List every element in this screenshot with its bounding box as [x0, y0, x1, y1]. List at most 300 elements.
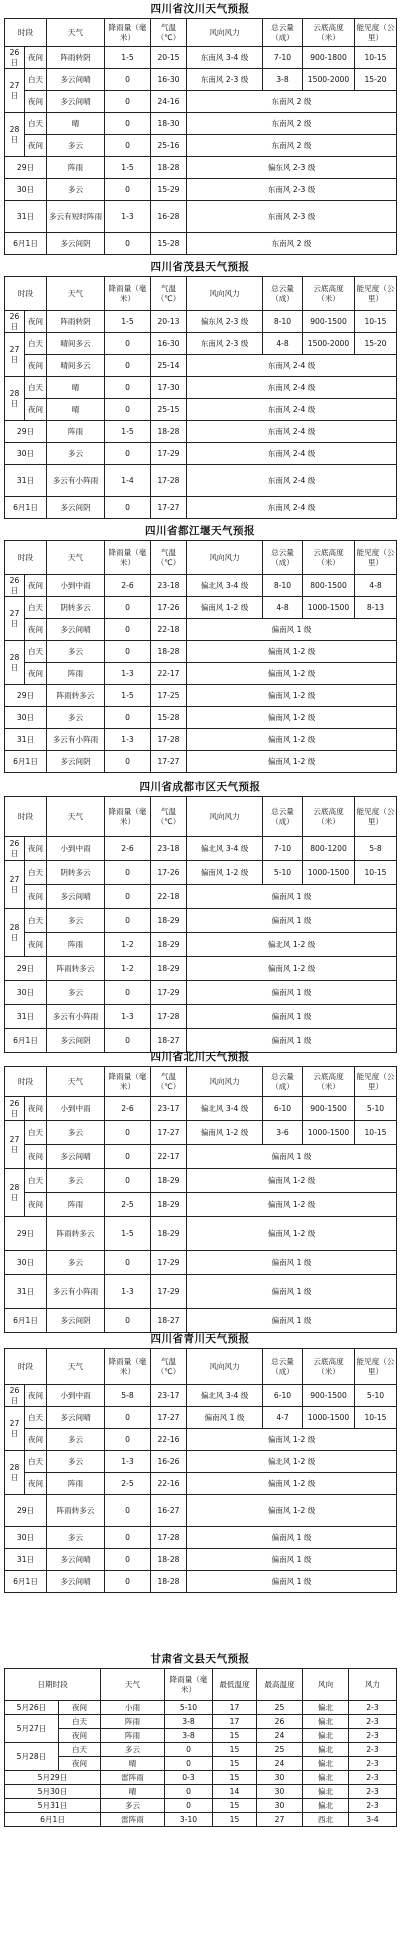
- temp-cell: 17-29: [151, 443, 187, 465]
- rain-cell: 2-6: [105, 837, 151, 861]
- wind-cell: 偏南风 1-2 级: [187, 663, 397, 685]
- header-cell: 云底高度（米）: [303, 1067, 355, 1097]
- weather-cell: 阴转多云: [47, 861, 105, 885]
- wind-cell: 偏南风 1-2 级: [187, 1193, 397, 1217]
- period-cell: 夜间: [25, 1429, 47, 1451]
- header-cell: 最低温度: [213, 1669, 257, 1701]
- weather-cell: 多云: [47, 1429, 105, 1451]
- wind-cell: 东南风 2-3 级: [187, 179, 397, 201]
- period-cell: 白天: [25, 69, 47, 91]
- rain-cell: 0: [105, 377, 151, 399]
- weather-cell: 多云: [47, 641, 105, 663]
- rain-cell: 0: [105, 641, 151, 663]
- temp-cell: 17-28: [151, 1005, 187, 1029]
- weather-cell: 多云: [47, 1121, 105, 1145]
- table-row: [5, 1145, 397, 1169]
- cloud-cell: 3-8: [263, 69, 303, 91]
- table-row: [5, 179, 397, 201]
- weather-cell: 多云有短时阵雨: [47, 201, 105, 233]
- period-cell: 夜间: [25, 135, 47, 157]
- rain-cell: 0: [105, 707, 151, 729]
- header-cell: 风向风力: [187, 277, 263, 311]
- period-cell: 白天: [25, 909, 47, 933]
- wind-cell: 偏南风 1 级: [187, 1275, 397, 1309]
- header-row: [5, 1067, 397, 1097]
- temp-cell: 16-30: [151, 69, 187, 91]
- header-row: [5, 19, 397, 47]
- weather-cell: 晴间多云: [47, 355, 105, 377]
- temp-cell: 15-28: [151, 233, 187, 255]
- wind-cell: 偏北风 3-4 级: [187, 837, 263, 861]
- forecast-table: [4, 18, 397, 255]
- table-row: [5, 1005, 397, 1029]
- weather-cell: 晴: [47, 113, 105, 135]
- weather-cell: 多云有小阵雨: [47, 1005, 105, 1029]
- temp-cell: 17-27: [151, 1407, 187, 1429]
- weather-cell: 多云间晴: [47, 619, 105, 641]
- header-period: 时段: [5, 277, 47, 311]
- period-cell: 白天: [25, 113, 47, 135]
- weather-cell: 多云间晴: [47, 1571, 105, 1593]
- date-cell: 29日: [5, 685, 47, 707]
- rain-cell: 2-5: [105, 1193, 151, 1217]
- header-cell: 风向风力: [187, 1349, 263, 1385]
- table-row: [5, 1385, 397, 1407]
- table-row: [5, 1715, 397, 1729]
- date-cell: 31日: [5, 729, 47, 751]
- period-cell: 夜间: [25, 837, 47, 861]
- rain-cell: 1-3: [105, 201, 151, 233]
- temp-cell: 18-28: [151, 1571, 187, 1593]
- forecast-section: [4, 1330, 396, 1593]
- temp-cell: 17-29: [151, 1251, 187, 1275]
- temp-cell: 17-25: [151, 685, 187, 707]
- wind-cell: 偏南风 1 级: [187, 619, 397, 641]
- temp-cell: 22-17: [151, 1145, 187, 1169]
- table-row: [5, 1743, 397, 1757]
- low-temp-cell: 14: [213, 1785, 257, 1799]
- header-cell: 能见度（公里）: [355, 1067, 397, 1097]
- header-cell: 风向风力: [187, 19, 263, 47]
- rain-cell: 1-3: [105, 663, 151, 685]
- rain-cell: 0: [105, 1429, 151, 1451]
- header-cell: 天气: [47, 1349, 105, 1385]
- weather-cell: 阵雨转多云: [47, 957, 105, 981]
- rain-cell: 1-2: [105, 933, 151, 957]
- cloud-cell: 6-10: [263, 1097, 303, 1121]
- wind-cell: 东南风 2 级: [187, 91, 397, 113]
- rain-cell: 0: [105, 1251, 151, 1275]
- forecast-section: [4, 1650, 396, 1827]
- rain-cell: 1-5: [105, 157, 151, 179]
- period-cell: 白天: [25, 1121, 47, 1145]
- header-cell: 降雨量（毫米）: [105, 1349, 151, 1385]
- wind-cell: 偏北风 3-4 级: [187, 1097, 263, 1121]
- wind-cell: 东南风 2-4 级: [187, 355, 397, 377]
- cloud-base-cell: 1500-2000: [303, 333, 355, 355]
- rain-cell: 1-5: [105, 421, 151, 443]
- header-cell: 气温（℃）: [151, 19, 187, 47]
- period-cell: 白天: [59, 1743, 101, 1757]
- wind-cell: 东南风 3-4 级: [187, 47, 263, 69]
- table-row: [5, 1407, 397, 1429]
- temp-cell: 18-27: [151, 1029, 187, 1053]
- rain-cell: 1-3: [105, 729, 151, 751]
- header-cell: 云底高度（米）: [303, 541, 355, 575]
- wind-cell: 偏南风 1 级: [187, 1571, 397, 1593]
- date-cell: 27日: [5, 333, 25, 377]
- header-cell: 能见度（公里）: [355, 277, 397, 311]
- temp-cell: 23-17: [151, 1385, 187, 1407]
- weather-cell: 多云: [47, 1451, 105, 1473]
- section-title: 四川省汶川天气预报: [150, 3, 250, 15]
- cloud-base-cell: 1000-1500: [303, 861, 355, 885]
- weather-cell: 多云间晴: [47, 91, 105, 113]
- table-row: [5, 1757, 397, 1771]
- date-cell: 6月1日: [5, 233, 47, 255]
- temp-cell: 23-17: [151, 1097, 187, 1121]
- header-period: 日期时段: [5, 1669, 101, 1701]
- table-row: [5, 837, 397, 861]
- wind-cell: 东南风 2-4 级: [187, 465, 397, 497]
- temp-cell: 18-28: [151, 641, 187, 663]
- date-cell: 28日: [5, 1451, 25, 1495]
- date-cell: 26日: [5, 311, 25, 333]
- period-cell: 夜间: [59, 1729, 101, 1743]
- cloud-base-cell: 900-1500: [303, 1097, 355, 1121]
- period-cell: 夜间: [25, 1145, 47, 1169]
- weather-cell: 阵雨: [47, 663, 105, 685]
- rain-cell: 1-5: [105, 1217, 151, 1251]
- rain-cell: 0: [105, 981, 151, 1005]
- wind-cell: 偏南风 1-2 级: [187, 641, 397, 663]
- table-row: [5, 861, 397, 885]
- weather-cell: 阵雨: [47, 1193, 105, 1217]
- weather-cell: 多云: [47, 1169, 105, 1193]
- weather-cell: 小到中雨: [47, 837, 105, 861]
- wind-force-cell: 2-3: [349, 1771, 397, 1785]
- cloud-cell: 3-6: [263, 1121, 303, 1145]
- high-temp-cell: 30: [257, 1785, 303, 1799]
- table-row: [5, 1429, 397, 1451]
- weather-cell: 晴间多云: [47, 333, 105, 355]
- cloud-base-cell: 800-1500: [303, 575, 355, 597]
- header-row: [5, 1669, 397, 1701]
- date-cell: 28日: [5, 113, 25, 157]
- temp-cell: 16-28: [151, 201, 187, 233]
- table-row: [5, 1571, 397, 1593]
- rain-cell: 1-3: [105, 1451, 151, 1473]
- date-cell: 31日: [5, 1005, 47, 1029]
- high-temp-cell: 30: [257, 1771, 303, 1785]
- table-row: [5, 201, 397, 233]
- rain-cell: 0: [165, 1757, 213, 1771]
- temp-cell: 17-27: [151, 497, 187, 519]
- date-cell: 31日: [5, 201, 47, 233]
- forecast-section: [4, 522, 396, 773]
- wind-cell: 偏南风 1 级: [187, 1549, 397, 1571]
- weather-cell: 阴转多云: [47, 597, 105, 619]
- cloud-cell: 8-10: [263, 575, 303, 597]
- header-cell: 总云量（成）: [263, 277, 303, 311]
- cloud-cell: 8-10: [263, 311, 303, 333]
- forecast-section: [4, 0, 396, 255]
- wind-direction-cell: 偏北: [303, 1785, 349, 1799]
- header-cell: 气温（℃）: [151, 1349, 187, 1385]
- visibility-cell: 8-13: [355, 597, 397, 619]
- section-title: 四川省都江堰天气预报: [145, 525, 255, 537]
- period-cell: 夜间: [25, 1385, 47, 1407]
- date-cell: 30日: [5, 707, 47, 729]
- weather-cell: 多云间晴: [47, 69, 105, 91]
- wind-force-cell: 2-3: [349, 1701, 397, 1715]
- table-row: [5, 1527, 397, 1549]
- cloud-cell: 4-7: [263, 1407, 303, 1429]
- date-cell: 5月29日: [5, 1771, 101, 1785]
- wind-force-cell: 2-3: [349, 1757, 397, 1771]
- header-cell: 降雨量（毫米）: [105, 541, 151, 575]
- rain-cell: 0: [105, 1029, 151, 1053]
- table-row: [5, 233, 397, 255]
- temp-cell: 15-28: [151, 707, 187, 729]
- low-temp-cell: 17: [213, 1701, 257, 1715]
- wind-cell: 偏北风 1-2 级: [187, 933, 397, 957]
- wind-cell: 东南风 2-4 级: [187, 399, 397, 421]
- temp-cell: 17-30: [151, 377, 187, 399]
- header-cell: 总云量（成）: [263, 797, 303, 837]
- temp-cell: 22-16: [151, 1473, 187, 1495]
- wind-cell: 东南风 2-3 级: [187, 333, 263, 355]
- visibility-cell: 15-20: [355, 69, 397, 91]
- high-temp-cell: 24: [257, 1729, 303, 1743]
- rain-cell: 1-2: [105, 957, 151, 981]
- date-cell: 31日: [5, 1549, 47, 1571]
- table-row: [5, 1473, 397, 1495]
- date-cell: 26日: [5, 1097, 25, 1121]
- date-cell: 27日: [5, 861, 25, 909]
- weather-cell: 多云有小阵雨: [47, 729, 105, 751]
- date-cell: 26日: [5, 837, 25, 861]
- visibility-cell: 10-15: [355, 1121, 397, 1145]
- temp-cell: 17-26: [151, 597, 187, 619]
- period-cell: 白天: [25, 597, 47, 619]
- visibility-cell: 10-15: [355, 1407, 397, 1429]
- wind-cell: 东南风 2-4 级: [187, 443, 397, 465]
- temp-cell: 17-27: [151, 751, 187, 773]
- weather-cell: 多云: [47, 1527, 105, 1549]
- table-row: [5, 399, 397, 421]
- rain-cell: 0: [105, 1309, 151, 1333]
- period-cell: 夜间: [25, 663, 47, 685]
- wind-cell: 偏北风 3-4 级: [187, 1385, 263, 1407]
- table-row: [5, 1121, 397, 1145]
- date-cell: 6月1日: [5, 497, 47, 519]
- table-row: [5, 641, 397, 663]
- temp-cell: 17-28: [151, 729, 187, 751]
- weather-cell: 阵雨: [47, 933, 105, 957]
- wind-direction-cell: 偏北: [303, 1729, 349, 1743]
- date-cell: 28日: [5, 909, 25, 957]
- header-period: 时段: [5, 1349, 47, 1385]
- low-temp-cell: 15: [213, 1771, 257, 1785]
- wind-cell: 偏南风 1 级: [187, 1407, 263, 1429]
- section-title: 四川省青川天气预报: [150, 1333, 250, 1345]
- weather-cell: 多云: [47, 909, 105, 933]
- weather-cell: 多云: [47, 1251, 105, 1275]
- weather-cell: 阵雨: [47, 157, 105, 179]
- weather-cell: 多云有小阵雨: [47, 465, 105, 497]
- header-row: [5, 1349, 397, 1385]
- period-cell: 白天: [25, 1169, 47, 1193]
- wind-direction-cell: 偏北: [303, 1743, 349, 1757]
- header-cell: 天气: [47, 1067, 105, 1097]
- table-row: [5, 1495, 397, 1527]
- low-temp-cell: 15: [213, 1743, 257, 1757]
- wind-force-cell: 2-3: [349, 1785, 397, 1799]
- wind-cell: 偏南风 1 级: [187, 885, 397, 909]
- temp-cell: 18-27: [151, 1309, 187, 1333]
- header-cell: 总云量（成）: [263, 1349, 303, 1385]
- period-cell: 白天: [25, 333, 47, 355]
- weather-cell: 多云有小阵雨: [47, 1275, 105, 1309]
- weather-cell: 多云间阴: [47, 751, 105, 773]
- period-cell: 夜间: [25, 619, 47, 641]
- rain-cell: 0: [105, 135, 151, 157]
- date-cell: 27日: [5, 69, 25, 113]
- table-row: [5, 497, 397, 519]
- visibility-cell: 4-8: [355, 575, 397, 597]
- rain-cell: 1-5: [105, 685, 151, 707]
- rain-cell: 1-4: [105, 465, 151, 497]
- date-cell: 5月31日: [5, 1799, 101, 1813]
- header-cell: 最高温度: [257, 1669, 303, 1701]
- temp-cell: 16-26: [151, 1451, 187, 1473]
- rain-cell: 0: [105, 1527, 151, 1549]
- rain-cell: 0: [105, 69, 151, 91]
- wind-cell: 偏南风 1-2 级: [187, 729, 397, 751]
- wind-cell: 偏南风 1 级: [187, 1527, 397, 1549]
- header-period: 时段: [5, 541, 47, 575]
- low-temp-cell: 15: [213, 1799, 257, 1813]
- weather-cell: 多云: [47, 707, 105, 729]
- table-row: [5, 69, 397, 91]
- date-cell: 30日: [5, 981, 47, 1005]
- header-cell: 总云量（成）: [263, 1067, 303, 1097]
- wind-direction-cell: 西北: [303, 1813, 349, 1827]
- table-row: [5, 933, 397, 957]
- table-row: [5, 1193, 397, 1217]
- rain-cell: 0: [105, 861, 151, 885]
- date-cell: 28日: [5, 1169, 25, 1217]
- weather-cell: 晴: [47, 399, 105, 421]
- temp-cell: 18-30: [151, 113, 187, 135]
- date-cell: 30日: [5, 443, 47, 465]
- weather-cell: 阵雨: [47, 1473, 105, 1495]
- period-cell: 白天: [25, 861, 47, 885]
- rain-cell: 0: [105, 1169, 151, 1193]
- wind-cell: 东南风 2-4 级: [187, 421, 397, 443]
- table-row: [5, 1451, 397, 1473]
- table-row: [5, 597, 397, 619]
- temp-cell: 22-18: [151, 619, 187, 641]
- date-cell: 5月26日: [5, 1701, 59, 1715]
- rain-cell: 0: [105, 333, 151, 355]
- period-cell: 夜间: [59, 1757, 101, 1771]
- temp-cell: 18-29: [151, 1217, 187, 1251]
- rain-cell: 2-5: [105, 1473, 151, 1495]
- period-cell: 夜间: [25, 885, 47, 909]
- table-row: [5, 1251, 397, 1275]
- header-row: [5, 541, 397, 575]
- date-cell: 5月30日: [5, 1785, 101, 1799]
- date-cell: 26日: [5, 575, 25, 597]
- wind-cell: 偏东风 2-3 级: [187, 311, 263, 333]
- rain-cell: 2-6: [105, 1097, 151, 1121]
- header-cell: 总云量（成）: [263, 541, 303, 575]
- temp-cell: 16-27: [151, 1495, 187, 1527]
- wind-cell: 偏南风 1-2 级: [187, 1473, 397, 1495]
- date-cell: 31日: [5, 1275, 47, 1309]
- weather-cell: 雷阵雨: [101, 1813, 165, 1827]
- wind-cell: 偏南风 1-2 级: [187, 957, 397, 981]
- wind-cell: 偏南风 1 级: [187, 981, 397, 1005]
- rain-cell: 0: [165, 1785, 213, 1799]
- forecast-section: [4, 258, 396, 519]
- date-cell: 6月1日: [5, 1029, 47, 1053]
- wind-cell: 偏南风 1-2 级: [187, 751, 397, 773]
- weather-cell: 多云间阴: [47, 1309, 105, 1333]
- cloud-cell: 7-10: [263, 837, 303, 861]
- wind-cell: 东南风 2-4 级: [187, 497, 397, 519]
- rain-cell: 1-5: [105, 47, 151, 69]
- rain-cell: 0-3: [165, 1771, 213, 1785]
- wind-cell: 偏南风 1-2 级: [187, 1217, 397, 1251]
- date-cell: 6月1日: [5, 751, 47, 773]
- rain-cell: 0: [105, 1495, 151, 1527]
- cloud-base-cell: 900-1500: [303, 311, 355, 333]
- weather-cell: 多云间晴: [47, 1145, 105, 1169]
- period-cell: 夜间: [25, 47, 47, 69]
- table-row: [5, 1309, 397, 1333]
- weather-cell: 阵雨转多云: [47, 1217, 105, 1251]
- visibility-cell: 10-15: [355, 47, 397, 69]
- weather-cell: 阵雨: [47, 421, 105, 443]
- rain-cell: 0: [105, 885, 151, 909]
- temp-cell: 23-18: [151, 575, 187, 597]
- weather-cell: 阵雨转阴: [47, 47, 105, 69]
- rain-cell: 0: [165, 1743, 213, 1757]
- cloud-base-cell: 1500-2000: [303, 69, 355, 91]
- header-cell: 云底高度（米）: [303, 277, 355, 311]
- table-row: [5, 1169, 397, 1193]
- weather-cell: 阵雨: [101, 1715, 165, 1729]
- weather-cell: 小到中雨: [47, 1385, 105, 1407]
- header-cell: 能见度（公里）: [355, 797, 397, 837]
- forecast-section: [4, 778, 396, 1053]
- header-cell: 风向风力: [187, 797, 263, 837]
- rain-cell: 0: [105, 1549, 151, 1571]
- table-row: [5, 135, 397, 157]
- rain-cell: 0: [105, 909, 151, 933]
- header-cell: 气温（℃）: [151, 1067, 187, 1097]
- table-row: [5, 619, 397, 641]
- temp-cell: 25-15: [151, 399, 187, 421]
- wind-force-cell: 2-3: [349, 1715, 397, 1729]
- wind-force-cell: 3-4: [349, 1813, 397, 1827]
- temp-cell: 17-28: [151, 1527, 187, 1549]
- header-cell: 风向风力: [187, 541, 263, 575]
- period-cell: 夜间: [25, 355, 47, 377]
